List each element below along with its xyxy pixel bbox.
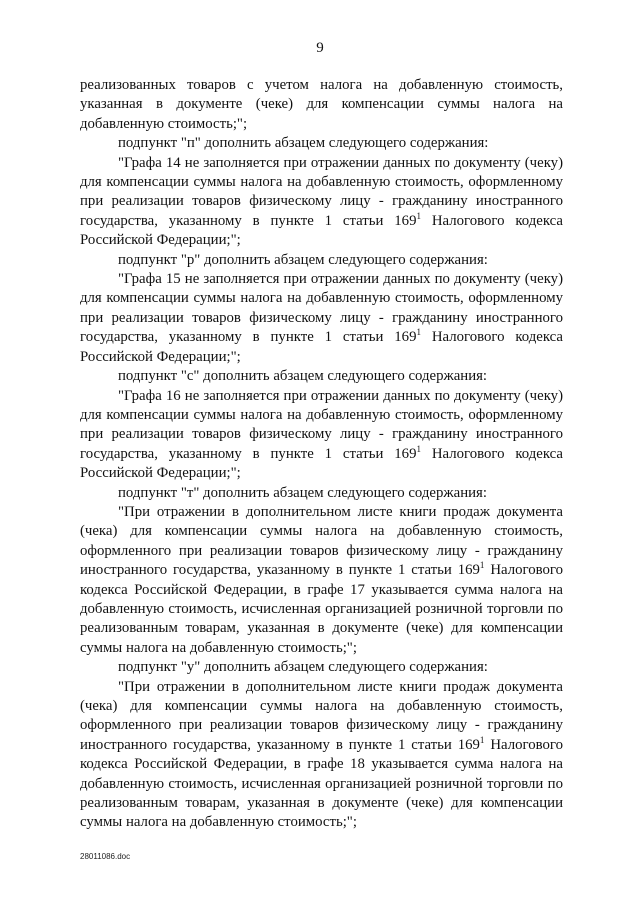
superscript: 1 xyxy=(479,734,485,745)
superscript: 1 xyxy=(479,560,485,571)
page-number: 9 xyxy=(316,40,324,56)
directive-paragraph: подпункт "т" дополнить абзацем следующего содержания: xyxy=(118,484,487,501)
body-paragraph: "При отражении в дополнительном листе книги продаж документа (чека) для компенсации суммы налога на добавленную стоимость, оформленного при реализации товаров физическому лицу - гражданину иностранного государства, указанному в пункте 1 статьи $169^1$ Налогового кодекса Российской Федерации, в графе 18 указывается сумма налога на добавленную стоимость, исчисленная организацией розничной торговли по реализованным товарам, указанная в документе (чеке) для компенсации суммы налога на добавленную стоимость;"; xyxy=(80,678,563,831)
file-name-footer: 28011086.doc xyxy=(80,852,131,861)
document-body xyxy=(80,76,563,833)
superscript: 1 xyxy=(416,443,421,454)
body-paragraph: "Графа 14 не заполняется при отражении данных по документу (чеку) для компенсации суммы налога на добавленную стоимость, оформленному при реализации товаров физическому лицу - гражданину иностранного государства, указанному в пункте 1 статьи $169^1$ Налогового кодекса Российской Федерации;"; xyxy=(80,154,563,249)
directive-paragraph: подпункт "р" дополнить абзацем следующего содержания: xyxy=(118,251,488,268)
body-paragraph: "Графа 15 не заполняется при отражении данных по документу (чеку) для компенсации суммы налога на добавленную стоимость, оформленному при реализации товаров физическому лицу - гражданину иностранного государства, указанному в пункте 1 статьи $169^1$ Налогового кодекса Российской Федерации;"; xyxy=(80,271,563,365)
directive-paragraph: подпункт "с" дополнить абзацем следующего содержания: xyxy=(118,368,488,385)
superscript: 1 xyxy=(416,327,421,338)
body-paragraph: "Графа 16 не заполняется при отражении данных по документу (чеку) для компенсации суммы налога на добавленную стоимость, оформленному при реализации товаров физическому лицу - гражданину иностранного государства, указанному в пункте 1 статьи $169^1$ Налогового кодекса Российской Федерации;"; xyxy=(80,387,563,482)
directive-paragraph: подпункт "у" дополнить абзацем следующего содержания: xyxy=(118,659,488,676)
body-paragraph: "При отражении в дополнительном листе книги продаж документа (чека) для компенсации суммы налога на добавленную стоимость, оформленного при реализации товаров физическому лицу - гражданину иностранного государства, указанному в пункте 1 статьи $169^1$ Налогового кодекса Российской Федерации, в графе 17 указывается сумма налога на добавленную стоимость, исчисленная организацией розничной торговли по реализованным товарам, указанная в документе (чеке) для компенсации суммы налога на добавленную стоимость;"; xyxy=(80,503,563,656)
superscript: 1 xyxy=(416,210,421,221)
continuation-paragraph: реализованных товаров с учетом налога на добавленную стоимость, указанная в документе (чеке) для компенсации суммы налога на добавленную стоимость;"; xyxy=(80,77,563,132)
directive-paragraph: подпункт "п" дополнить абзацем следующего содержания: xyxy=(118,135,489,152)
